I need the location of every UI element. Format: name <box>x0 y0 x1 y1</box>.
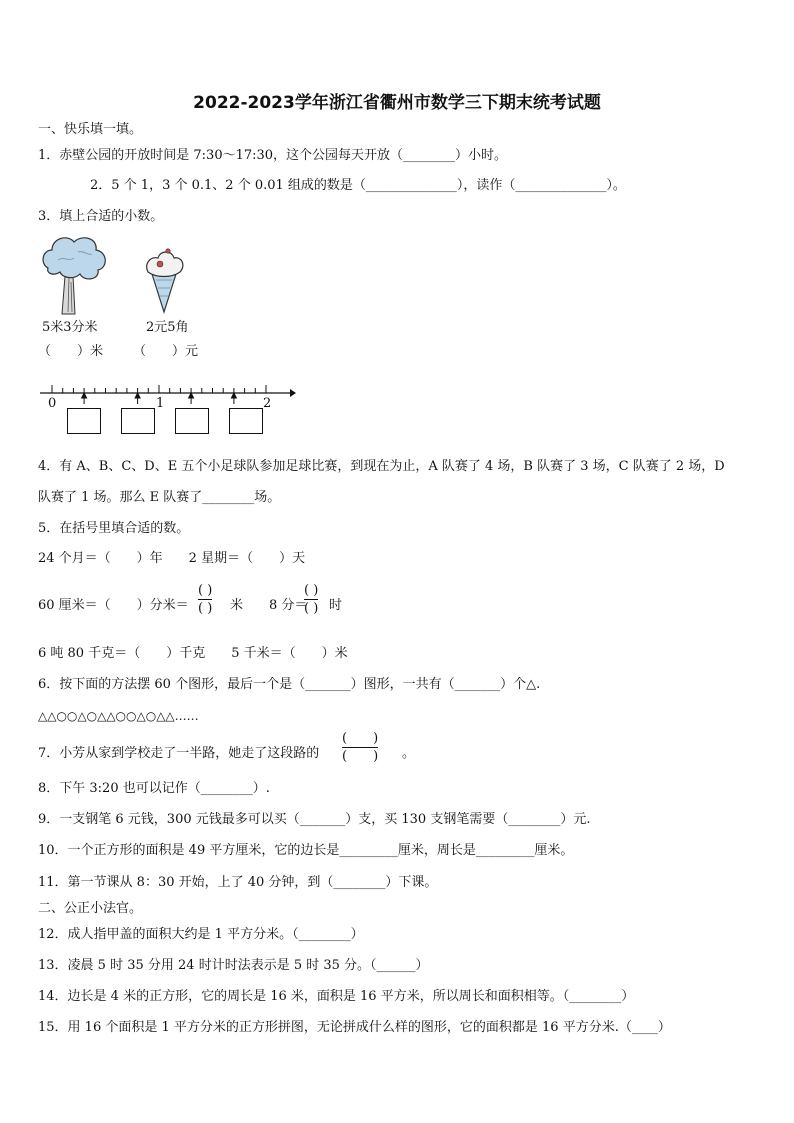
question-10: 10．一个正方形的面积是 49 平方厘米，它的边长是_________厘米，周长是_________厘米。 <box>38 843 574 858</box>
shape-pattern: △△○○△○△△○○△○△△…… <box>38 709 199 723</box>
answer-box-3 <box>175 408 209 434</box>
fraction-numerator: ( ) <box>304 583 319 598</box>
answer-box-1 <box>67 408 101 434</box>
fraction-numerator: ( ) <box>342 731 379 746</box>
tree-icon <box>38 232 110 318</box>
question-3: 3．填上合适的小数。 <box>38 209 164 224</box>
question-5-part-b-3: 时 <box>329 598 343 613</box>
question-7: 7．小芳从家到学校走了一半路，她走了这段路的 <box>38 746 320 761</box>
number-line-label-0: 0 <box>48 396 57 411</box>
question-5-part-a: 24 个月＝（ ）年 2 星期＝（ ）天 <box>38 551 306 566</box>
ice-cream-icon <box>142 248 188 314</box>
question-12: 12．成人指甲盖的面积大约是 1 平方分米。（________） <box>38 927 364 942</box>
tree-height-label: 5米3分米 <box>42 320 98 335</box>
ice-cream-answer-blank: （ ）元 <box>133 344 199 359</box>
answer-box-2 <box>121 408 155 434</box>
tree-answer-blank: （ ）米 <box>38 344 104 359</box>
question-8: 8．下午 3:20 也可以记作（________）. <box>38 781 270 796</box>
question-11: 11．第一节课从 8：30 开始，上了 40 分钟，到（________）下课。 <box>38 875 438 890</box>
ice-cream-price-label: 2元5角 <box>146 320 189 335</box>
answer-box-4 <box>229 408 263 434</box>
page-title: 2022-2023学年浙江省衢州市数学三下期末统考试题 <box>193 93 601 113</box>
number-line-label-1: 1 <box>156 396 165 411</box>
question-2: 2．5 个 1，3 个 0.1、2 个 0.01 组成的数是（______________），读作（______________）。 <box>90 178 626 193</box>
question-4-line-1: 4．有 A、B、C、D、E 五个小足球队参加足球比赛，到现在为止，A 队赛了 4 场，B 队赛了 3 场，C 队赛了 2 场，D <box>38 459 725 474</box>
question-5-part-b-2: 米 8 分＝ <box>230 598 308 613</box>
question-5: 5．在括号里填合适的数。 <box>38 521 190 536</box>
question-7-end: 。 <box>402 746 416 761</box>
question-15: 15．用 16 个面积是 1 平方分米的正方形拼图，无论拼成什么样的图形，它的面积都是 16 平方分米.（____） <box>38 1020 671 1035</box>
fraction-denominator: ( ) <box>342 749 379 764</box>
fraction-blank-2 <box>304 583 318 616</box>
number-line-label-2: 2 <box>263 396 272 411</box>
question-14: 14．边长是 4 米的正方形，它的周长是 16 米，面积是 16 平方米，所以周长和面积相等。（________） <box>38 989 635 1004</box>
question-9: 9．一支钢笔 6 元钱，300 元钱最多可以买（_______）支，买 130 支钢笔需要（________）元. <box>38 812 591 827</box>
question-4-line-2: 队赛了 1 场。那么 E 队赛了________场。 <box>38 490 281 505</box>
fraction-blank-1 <box>198 583 212 616</box>
question-5-part-b-1: 60 厘米＝（ ）分米＝ <box>38 598 189 613</box>
number-line <box>36 382 298 404</box>
question-5-part-c: 6 吨 80 千克＝（ ）千克 5 千米＝（ ）米 <box>38 646 348 661</box>
question-1: 1．赤壁公园的开放时间是 7:30～17:30，这个公园每天开放（________）小时。 <box>38 148 508 163</box>
fraction-blank-3 <box>342 731 378 764</box>
fraction-denominator: ( ) <box>198 601 213 616</box>
question-13: 13．凌晨 5 时 35 分用 24 时计时法表示是 5 时 35 分。（______） <box>38 958 429 973</box>
section-heading-1: 一、快乐填一填。 <box>38 122 143 137</box>
fraction-denominator: ( ) <box>304 601 319 616</box>
fraction-numerator: ( ) <box>198 583 213 598</box>
section-heading-2: 二、公正小法官。 <box>38 901 143 916</box>
question-6: 6．按下面的方法摆 60 个图形，最后一个是（_______）图形，一共有（_______）个△. <box>38 677 541 692</box>
